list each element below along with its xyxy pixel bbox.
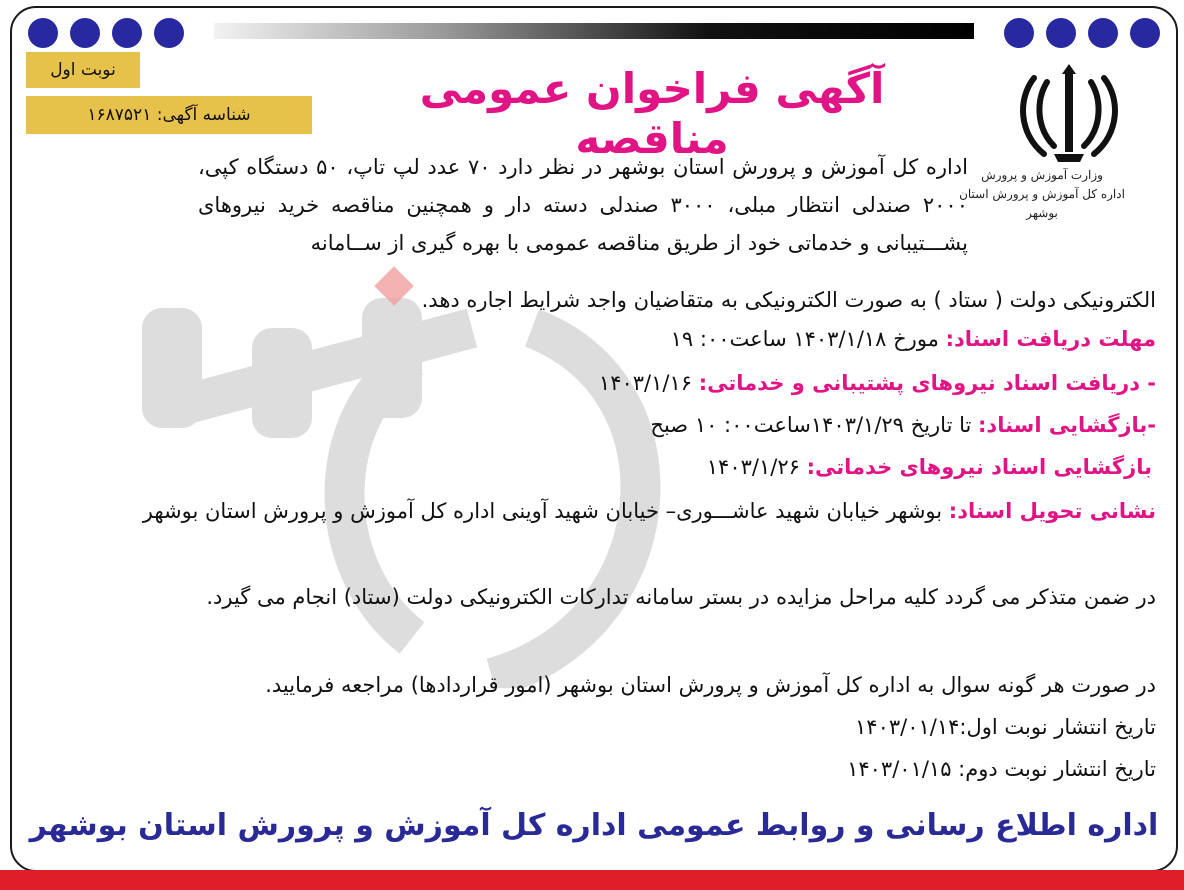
round-badge: نوبت اول — [26, 52, 140, 88]
gradient-bar — [214, 23, 974, 39]
publish-first-date: تاریخ انتشار نوبت اول:۱۴۰۳/۰۱/۱۴ — [855, 715, 1156, 739]
footer-signature: اداره اطلاع رسانی و روابط عمومی اداره کل آموزش و پرورش استان بوشهر — [29, 808, 1159, 843]
decor-dots-right — [1004, 18, 1160, 48]
dot-icon — [1004, 18, 1034, 48]
support-docs-line — [16, 364, 1156, 402]
ministry-caption — [942, 166, 1142, 224]
opening-label: -بازگشایی اسناد: — [978, 413, 1156, 437]
opening-line — [16, 406, 1156, 444]
support-docs-label: - دریافت اسناد نیروهای پشتیبانی و خدماتی: — [698, 371, 1156, 395]
iran-emblem-icon — [1014, 58, 1124, 168]
support-docs-value: ۱۴۰۳/۱/۱۶ — [598, 371, 699, 395]
deadline-label: مهلت دریافت اسناد: — [945, 327, 1156, 351]
dot-icon — [28, 18, 58, 48]
deadline-value: مورخ ۱۴۰۳/۱/۱۸ ساعت۰۰: ۱۹ — [670, 327, 946, 351]
dot-icon — [154, 18, 184, 48]
contact-paragraph: در صورت هر گونه سوال به اداره کل آموزش و پرورش استان بوشهر (امور قراردادها) مراجعه فرمایید. — [265, 673, 1156, 697]
address-paragraph — [16, 492, 1156, 530]
deadline-line — [16, 320, 1156, 358]
notice-id-badge: شناسه آگهی: ۱۶۸۷۵۲۱ — [26, 96, 312, 134]
address-label: نشانی تحویل اسناد: — [948, 499, 1156, 523]
note-paragraph: در ضمن متذکر می گردد کلیه مراحل مزایده در بستر سامانه تدارکات الکترونیکی دولت (ستاد) انجام می گیرد. — [206, 585, 1156, 609]
intro-paragraph-end: الکترونیکی دولت ( ستاد ) به صورت الکترونیکی به متقاضیان واجد شرایط اجاره دهد. — [421, 288, 1156, 312]
bottom-red-strip — [0, 870, 1184, 890]
dot-icon — [112, 18, 142, 48]
opening-services-label: بازگشایی اسناد نیروهای خدماتی: — [806, 455, 1152, 479]
dot-icon — [1130, 18, 1160, 48]
opening-services-value: ۱۴۰۳/۱/۲۶ — [706, 455, 807, 479]
dot-icon — [1046, 18, 1076, 48]
notice-frame — [10, 6, 1178, 872]
address-value: بوشهر خیابان شهید عاشـــوری– خیابان شهید آوینی اداره کل آموزش و پرورش استان بوشهر — [142, 499, 949, 523]
dot-icon — [70, 18, 100, 48]
office-line: اداره کل آموزش و پرورش استان بوشهر — [959, 187, 1125, 221]
publish-second-date: تاریخ انتشار نوبت دوم: ۱۴۰۳/۰۱/۱۵ — [847, 757, 1156, 781]
decor-dots-left — [28, 18, 184, 48]
opening-services-line — [12, 448, 1152, 486]
ministry-line: وزارت آموزش و پرورش — [981, 168, 1103, 182]
dot-icon — [1088, 18, 1118, 48]
page-title: آگهی فراخوان عمومی مناقصه — [419, 64, 885, 164]
intro-paragraph: اداره کل آموزش و پرورش استان بوشهر در نظر دارد ۷۰ عدد لپ تاپ، ۵۰ دستگاه کپی، ۲۰۰۰ صندلی انتظار مبلی، ۳۰۰۰ صندلی دسته دار و همچنین مناقصه خرید نیروهای پشـــتیبانی و خدماتی خود از طریق مناقصه عمومی با بهره گیری از ســامانه — [198, 155, 968, 255]
opening-value: تا تاریخ ۱۴۰۳/۱/۲۹ساعت۰۰: ۱۰ صبح — [650, 413, 979, 437]
